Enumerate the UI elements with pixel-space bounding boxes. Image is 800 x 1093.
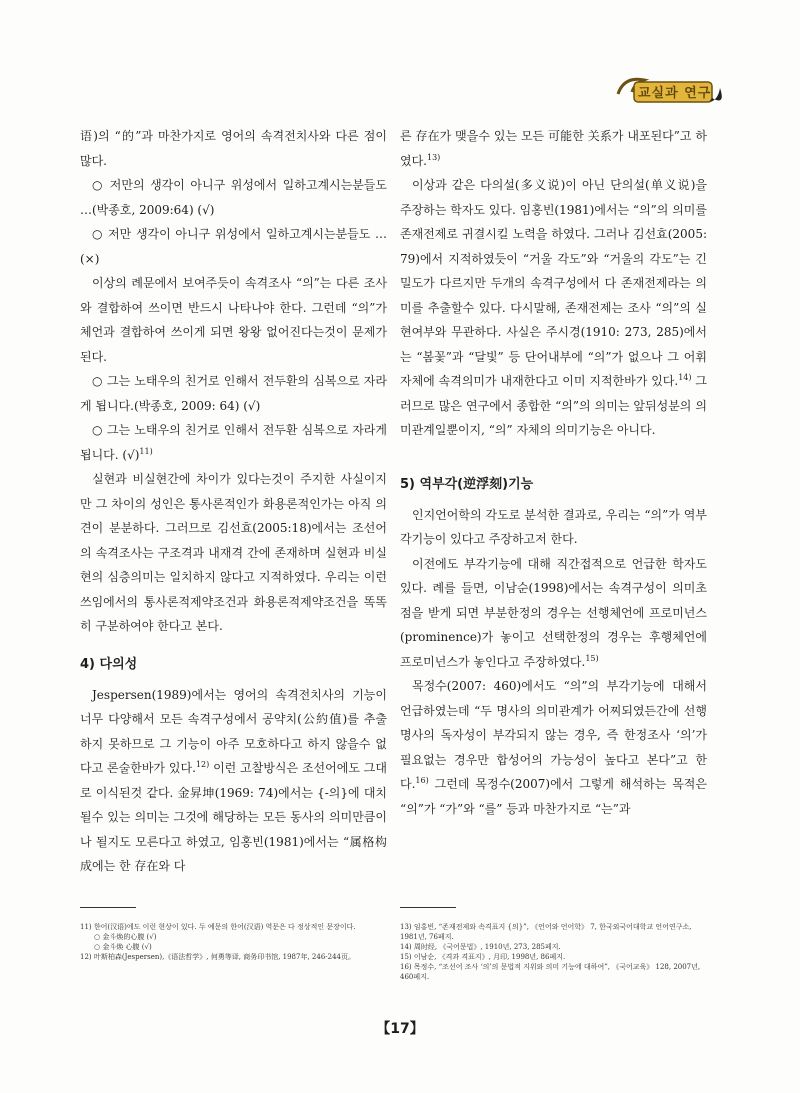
paragraph-text: 이전에도 부각기능에 대해 직간접적으로 언급한 학자도 있다. 례를 들면, 이남순(1998)에서는 속격구성이 의미초점을 받게 되면 부분한정의 경우는 선행체언에 프로미넌스(prominence)가 놓이고 선택한정의 경우는 후행체언에 프로미넌스가 놓인다고 주장하였다.	[400, 556, 707, 669]
footnote: 13) 임홍빈, “존재전제와 속격표지 {의}”, 《언어와 언어학》 7, 한국외국어대학교 언어연구소, 1981년, 76페지.	[400, 923, 692, 941]
paragraph: 실현과 비실현간에 차이가 있다는것이 주지한 사실이지만 그 차이의 성인은 통사론적인가 화용론적인가는 아직 의견이 분분하다. 그러므로 김선효(2005:18)에서는 조선어의 속격조사는 구조격과 내재격 간에 존재하며 실현과 비실현의 심층의미는 일치하지 않다고 지적하였다. 우리는 이런 쓰임에서의 통사론적제약조건과 화용론적제약조건을 똑똑히 구분하여야 한다고 본다.	[80, 472, 387, 633]
footnote-example: ○ 金斗焕 心腹 (√)	[94, 943, 152, 951]
paragraph-text: 이런 고찰방식은 조선어에도 그대로 이식된것 같다. 金昇坤(1969: 74)에서는 {-의}에 대치될수 있는 의미는 그것에 해당하는 모든 동사의 의미만큼이나 될지도 모른다고 하였고, 임홍빈(1981)에서는 “属格构成에는 한 存在와 다	[80, 761, 387, 873]
footnotes-right	[400, 922, 710, 982]
footnote-divider	[400, 907, 456, 908]
footnote-ref: 16)	[415, 776, 429, 785]
paragraph-text: 그러므로 많은 연구에서 종합한 “의”의 의미는 앞뒤성분의 의미관계일뿐이지, “의” 자체의 의미기능은 아니다.	[400, 374, 707, 437]
right-column	[400, 124, 707, 821]
paragraph	[400, 674, 707, 821]
paragraph	[400, 173, 707, 443]
sentence-text: ○ 그는 노태우의 친거로 인해서 전두환 심복으로 자라게 됩니다. (√)	[80, 423, 387, 462]
example-sentence: ○ 저만의 생각이 아니구 위성에서 일하고계시는분들도 …(박종호, 2009:64) (√)	[80, 178, 387, 217]
footnote: 11) 한어(汉语)에도 이런 현상이 있다. 두 예문의 한어(汉语) 역문은 다 정상적인 문장이다.	[80, 923, 356, 931]
journal-logo	[614, 72, 730, 112]
footnote-ref: 15)	[585, 653, 599, 663]
paragraph	[400, 552, 707, 675]
paragraph	[400, 124, 707, 173]
paragraph: 语)의 “的”과 마찬가지로 영어의 속격전치사와 다른 점이 많다.	[80, 129, 387, 168]
footnote-ref: 13)	[427, 152, 441, 162]
left-column	[80, 124, 387, 879]
page-number: 【17】	[376, 1021, 424, 1037]
paragraph-text: 이상과 같은 다의설(多义说)이 아닌 단의설(单义说)을 주장하는 학자도 있다. 임홍빈(1981)에서는 “의”의 의미를 존재전제로 귀결시킬 노력을 하였다. 그러나 김선효(2005: 79)에서 지적하였듯이 “거울 각도”와 “거울의 각도”는 긴밀도가 다르지만 두개의 속격구성에서 다 존재전제라는 의미를 추출할수 있다. 다시말해, 존재전제는 조사 “의”의 실현여부와 무관하다. 사실은 주시경(1910: 273, 285)에서는 “봄꽃”과 “달빛” 등 단어내부에 “의”가 없으나 그 어휘 자체에 속격의미가 내재한다고 이미 지적한바가 있다.	[400, 178, 707, 388]
paragraph-text: 른 存在가 맺을수 있는 모든 可能한 关系가 내포된다”고 하였다.	[400, 129, 707, 168]
footnote: 15) 이남순, 《격과 격표지》, 月印, 1998년, 86페지.	[400, 953, 566, 961]
example-sentence: ○ 그는 노태우의 친거로 인해서 전두환의 심복으로 자라게 됩니다.(박종호, 2009: 64) (√)	[80, 374, 387, 413]
footnote-ref: 11)	[139, 446, 153, 456]
footnote-divider	[80, 907, 136, 908]
paragraph-text: 목정수(2007: 460)에서도 “의”의 부각기능에 대해서 언급하였는데 “두 명사의 의미관계가 어찌되였든간에 선행명사의 독자성이 부각되지 않는 경우, 즉 한정조사 ‘의’가 필요없는 경우만 합성어의 가능성이 높다고 본다”고 한다.	[400, 679, 707, 791]
example-sentence	[80, 418, 387, 467]
footnote: 14) 周时经, 《국어문법》, 1910년, 273, 285페지.	[400, 943, 561, 951]
footnote: 16) 목정수, “조선어 조사 ‘의’의 문법적 지위와 의미 기능에 대하여”, 《국어교육》 128, 2007년, 460페지.	[400, 963, 701, 981]
paragraph: 인지언어학의 각도로 분석한 결과로, 우리는 “의”가 역부각기능이 있다고 주장하고저 한다.	[400, 507, 707, 546]
paragraph: 이상의 례문에서 보여주듯이 속격조사 “의”는 다른 조사와 결합하여 쓰이면 반드시 나타나야 한다. 그런데 “의”가 체언과 결합하여 쓰이게 되면 왕왕 없어진다는것이 문제가 된다.	[80, 276, 387, 364]
footnotes-left	[80, 922, 390, 962]
footnote-example: ○ 金斗焕的心腹 (√)	[94, 933, 157, 941]
footnote-ref: 12)	[195, 760, 210, 769]
footnote-ref: 14)	[678, 373, 692, 382]
logo-text: 교실과 연구	[638, 86, 712, 101]
section-heading: 4) 다의성	[80, 656, 138, 672]
paragraph-text: Jespersen(1989)에서는 영어의 속격전치사의 기능이 너무 다양해서 모든 속격구성에서 공약치(公約值)를 추출하지 못하므로 그 기능이 아주 모호하다고 하지 않을수 없다고 론술한바가 있다.	[80, 687, 387, 775]
paragraph	[80, 683, 387, 879]
example-sentence: ○ 저만 생각이 아니구 위성에서 일하고계시는분들도 …(×)	[80, 227, 387, 266]
footnote: 12) 叶斯柏森(Jespersen),《语法哲学》, 何勇等译, 商务印书馆, 1987年, 246-244页。	[80, 953, 356, 961]
paragraph-text: 그런데 목정수(2007)에서 그렇게 해석하는 목적은 “의”가 “가”와 “를” 등과 마찬가지로 “는”과	[400, 777, 707, 816]
section-heading: 5) 역부각(逆浮刻)기능	[400, 476, 534, 492]
